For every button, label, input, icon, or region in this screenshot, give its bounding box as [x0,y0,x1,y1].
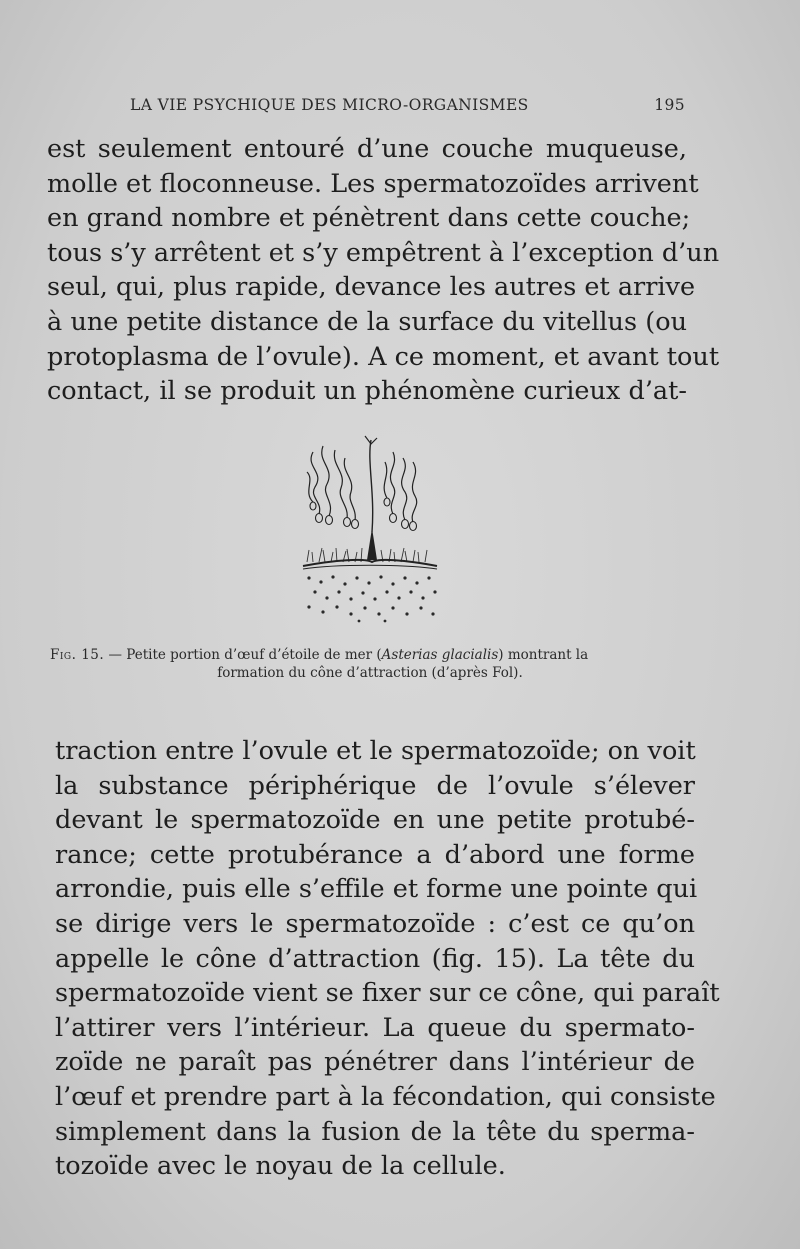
running-head [130,96,685,114]
text-line: tous s’y arrêtent et s’y empêtrent à l’exception d’un [47,237,720,268]
text-line: spermatozoïde vient se fixer sur ce cône, qui paraît [55,978,720,1009]
caption-text-before: — Petite portion d’œuf d’étoile de mer ( [104,647,382,663]
species-name: Asterias glacialis [381,647,499,663]
text-line: la substance périphérique de l’ovule s’élever [55,770,695,801]
paragraph-top [47,132,720,409]
text-line: à une petite distance de la surface du vitellus (ou [47,306,687,337]
text-line: en grand nombre et pénètrent dans cette couche; [47,203,691,234]
text-line: contact, il se produit un phénomène curieux d’at- [47,376,687,407]
running-title: LA VIE PSYCHIQUE DES MICRO-ORGANISMES [130,96,529,114]
figure-illustration [295,432,445,627]
text-line: protoplasma de l’ovule). A ce moment, et avant tout [47,341,720,372]
text-line: seul, qui, plus rapide, devance les autres et arrive [47,272,696,303]
caption-text-after: ) montrant la [498,647,589,663]
text-line: traction entre l’ovule et le spermatozoïde; on voit [55,736,696,766]
text-line: l’œuf et prendre part à la fécondation, qui consiste [55,1081,716,1112]
text-line: zoïde ne paraît pas pénétrer dans l’intérieur de [55,1047,695,1078]
text-line: rance; cette protubérance a d’abord une forme [55,839,695,870]
figure-caption [50,646,690,682]
paragraph-bottom [55,734,720,1184]
text-line: l’attirer vers l’intérieur. La queue du spermato- [55,1012,695,1043]
page-number: 195 [654,96,685,114]
text-line: se dirige vers le spermatozoïde : c’est ce qu’on [55,908,695,939]
caption-line-2: formation du cône d’attraction (d’après Fol). [217,665,523,681]
text-line: est seulement entouré d’une couche muqueuse, [47,134,687,164]
text-line: devant le spermatozoïde en une petite protubé- [55,805,695,836]
figure-label: Fig. 15. [50,647,105,663]
text-line: molle et floconneuse. Les spermatozoïdes arrivent [47,168,699,199]
text-line: tozoïde avec le noyau de la cellule. [55,1151,506,1182]
text-line: simplement dans la fusion de la tête du sperma- [55,1116,695,1147]
caption-line-1 [50,646,690,664]
text-line: appelle le cône d’attraction (fig. 15). La tête du [55,943,695,974]
text-line: arrondie, puis elle s’effile et forme une pointe qui [55,874,698,905]
